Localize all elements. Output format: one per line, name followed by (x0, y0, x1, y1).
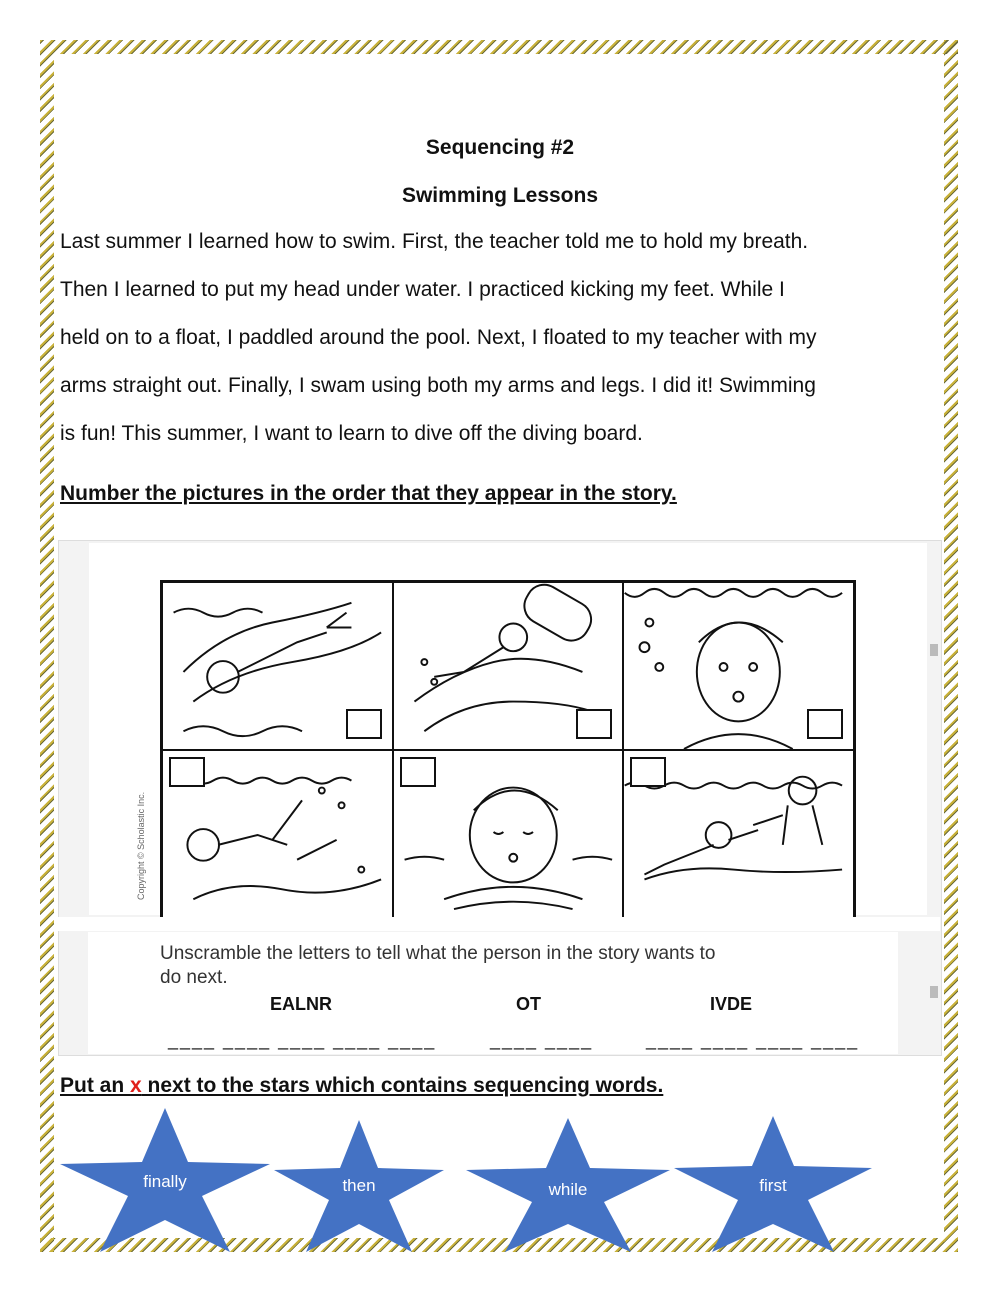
picture-head-in-water (393, 750, 624, 918)
number-box[interactable] (169, 757, 205, 787)
story-line: arms straight out. Finally, I swam using both my arms and legs. I did it! Swimming (60, 374, 816, 397)
numbering-instruction: Number the pictures in the order that they appear in the story. (60, 482, 677, 505)
star-finally[interactable] (60, 1108, 270, 1252)
star-instruction (60, 1074, 663, 1098)
star-then[interactable] (274, 1120, 444, 1252)
answer-blanks[interactable]: ____ ____ ____ ____ (646, 1030, 860, 1050)
picture-splashing-kicking (162, 750, 393, 918)
star-label: while (548, 1180, 588, 1199)
story-line: is fun! This summer, I want to learn to dive off the diving board. (60, 422, 643, 445)
image-seam (58, 917, 940, 931)
unscramble-line: Unscramble the letters to tell what the person in the story wants to (160, 943, 716, 964)
answer-blanks[interactable]: ____ ____ (490, 1030, 594, 1050)
number-box[interactable] (346, 709, 382, 739)
instruction-text: Put an (60, 1074, 131, 1097)
instruction-text: next to the stars which contains sequencing words. (141, 1074, 664, 1097)
story-line: Last summer I learned how to swim. First, the teacher told me to hold my breath. (60, 230, 809, 253)
page-border-left (40, 40, 54, 1252)
star-label: first (759, 1176, 787, 1195)
scrollbar-marker (930, 986, 938, 998)
star-while[interactable] (466, 1118, 670, 1252)
scrambled-word: OT (516, 994, 541, 1014)
page-border-top (40, 40, 958, 54)
scrambled-word: EALNR (270, 994, 332, 1014)
copyright-text: Copyright © Scholastic Inc. (136, 791, 146, 900)
number-box[interactable] (630, 757, 666, 787)
picture-diving-swimmer (162, 582, 393, 750)
story-title: Swimming Lessons (401, 184, 599, 207)
picture-holding-breath (623, 582, 854, 750)
picture-float-kicking (393, 582, 624, 750)
scrambled-word: IVDE (710, 994, 753, 1014)
story-line: held on to a float, I paddled around the pool. Next, I floated to my teacher with my (60, 326, 817, 349)
answer-blanks[interactable]: ____ ____ ____ ____ ____ (168, 1030, 437, 1050)
star-first[interactable] (674, 1116, 872, 1252)
number-box[interactable] (576, 709, 612, 739)
star-label: finally (143, 1172, 187, 1191)
unscramble-instruction (160, 942, 860, 990)
number-box[interactable] (400, 757, 436, 787)
unscramble-line: do next. (160, 967, 228, 988)
story-line: Then I learned to put my head under water. I practiced kicking my feet. While I (60, 278, 785, 301)
story-paragraph (60, 218, 960, 458)
picture-swim-to-teacher (623, 750, 854, 918)
x-mark: x (130, 1074, 142, 1097)
picture-grid (160, 580, 856, 920)
star-label: then (342, 1176, 376, 1195)
scrollbar-marker (930, 644, 938, 656)
page-title: Sequencing #2 (425, 136, 575, 159)
number-box[interactable] (807, 709, 843, 739)
